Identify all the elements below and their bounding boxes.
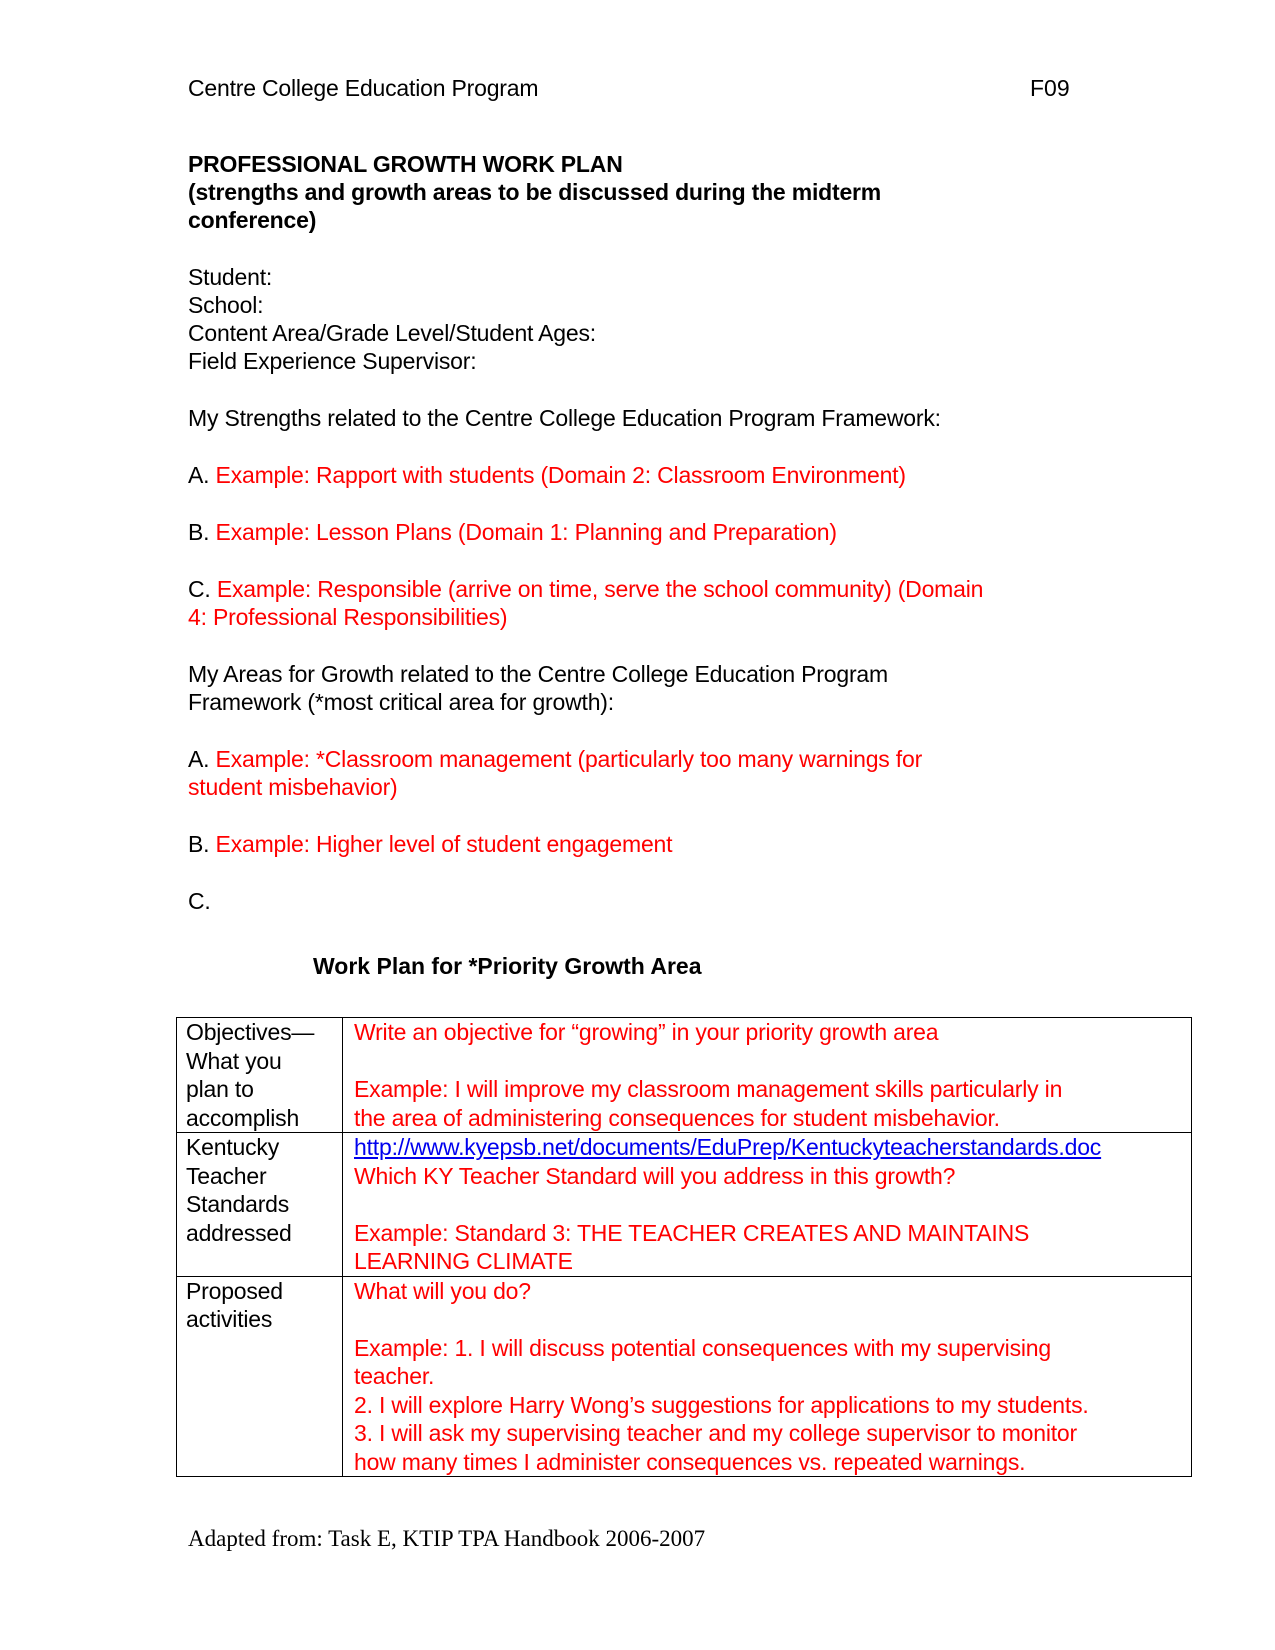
work-plan-table: [176, 1017, 1192, 1477]
growth-item: [188, 830, 672, 858]
standards-link[interactable]: http://www.kyepsb.net/documents/EduPrep/Kentuckyteacherstandards.doc: [354, 1134, 1102, 1160]
content-area-field-label: Content Area/Grade Level/Student Ages:: [188, 320, 596, 346]
row-example: the area of administering consequences for student misbehavior.: [354, 1104, 1000, 1131]
label-line: addressed: [186, 1219, 292, 1246]
label-line: Proposed: [186, 1277, 283, 1304]
growth-example: Example: *Classroom management (particularly too many warnings for: [215, 746, 923, 772]
strength-letter: A.: [188, 462, 210, 488]
row-label: [177, 1276, 343, 1477]
footer-citation: Adapted from: Task E, KTIP TPA Handbook 2006-2007: [188, 1526, 706, 1551]
growth-item: [188, 745, 922, 773]
row-content: [343, 1133, 1192, 1277]
label-line: accomplish: [186, 1104, 300, 1131]
growth-example-continued: student misbehavior): [188, 774, 398, 800]
program-header: Centre College Education Program: [188, 75, 539, 101]
row-example: teacher.: [354, 1363, 435, 1389]
row-example: Example: I will improve my classroom management skills particularly in: [354, 1076, 1063, 1102]
label-line: plan to: [186, 1076, 254, 1102]
label-line: Objectives—: [186, 1019, 315, 1045]
growth-heading-line1: My Areas for Growth related to the Centre College Education Program: [188, 661, 888, 687]
strength-example: Example: Responsible (arrive on time, serve the school community) (Domain: [216, 576, 984, 602]
row-example: how many times I administer consequences vs. repeated warnings.: [354, 1448, 1026, 1475]
row-content: [343, 1276, 1192, 1477]
growth-item: [188, 887, 211, 915]
label-line: What you: [186, 1047, 282, 1074]
page-subtitle-line2: conference): [188, 207, 317, 233]
strengths-heading: My Strengths related to the Centre College Education Program Framework:: [188, 405, 941, 431]
page-title: PROFESSIONAL GROWTH WORK PLAN: [188, 151, 623, 177]
row-example: LEARNING CLIMATE: [354, 1248, 573, 1274]
work-plan-title: Work Plan for *Priority Growth Area: [313, 953, 702, 979]
row-content: [343, 1018, 1192, 1133]
strength-letter: B.: [188, 519, 210, 545]
row-label: [177, 1018, 343, 1133]
supervisor-field-label: Field Experience Supervisor:: [188, 348, 477, 374]
row-example: 3. I will ask my supervising teacher and my college supervisor to monitor: [354, 1420, 1077, 1446]
row-prompt: What will you do?: [354, 1277, 531, 1304]
strength-example-continued: 4: Professional Responsibilities): [188, 604, 508, 630]
strength-example: Example: Rapport with students (Domain 2: Classroom Environment): [215, 462, 906, 488]
table-row-activities: [177, 1276, 1192, 1477]
row-example: Example: Standard 3: THE TEACHER CREATES AND MAINTAINS: [354, 1219, 1030, 1246]
growth-example: Example: Higher level of student engagement: [215, 831, 673, 857]
row-example: Example: 1. I will discuss potential consequences with my supervising: [354, 1334, 1051, 1361]
row-prompt: Write an objective for “growing” in your priority growth area: [354, 1019, 939, 1045]
table-row-objectives: [177, 1018, 1192, 1133]
label-line: activities: [186, 1306, 273, 1332]
label-line: Kentucky: [186, 1134, 280, 1160]
row-label: [177, 1133, 343, 1277]
student-field-label: Student:: [188, 264, 273, 290]
strength-item: [188, 575, 983, 603]
strength-item: [188, 518, 837, 546]
strength-example: Example: Lesson Plans (Domain 1: Planning and Preparation): [215, 519, 837, 545]
row-example: 2. I will explore Harry Wong’s suggestions for applications to my students.: [354, 1391, 1089, 1418]
label-line: Standards: [186, 1191, 290, 1217]
row-prompt: Which KY Teacher Standard will you address in this growth?: [354, 1162, 956, 1189]
growth-letter: C.: [188, 888, 211, 914]
form-code: F09: [1030, 75, 1070, 101]
strength-letter: C.: [188, 576, 211, 602]
page-subtitle-line1: (strengths and growth areas to be discussed during the midterm: [188, 179, 882, 205]
table-row-standards: [177, 1133, 1192, 1277]
strength-item: [188, 461, 906, 489]
growth-heading-line2: Framework (*most critical area for growth):: [188, 689, 614, 715]
growth-letter: A.: [188, 746, 210, 772]
growth-letter: B.: [188, 831, 210, 857]
label-line: Teacher: [186, 1162, 267, 1189]
school-field-label: School:: [188, 292, 264, 318]
